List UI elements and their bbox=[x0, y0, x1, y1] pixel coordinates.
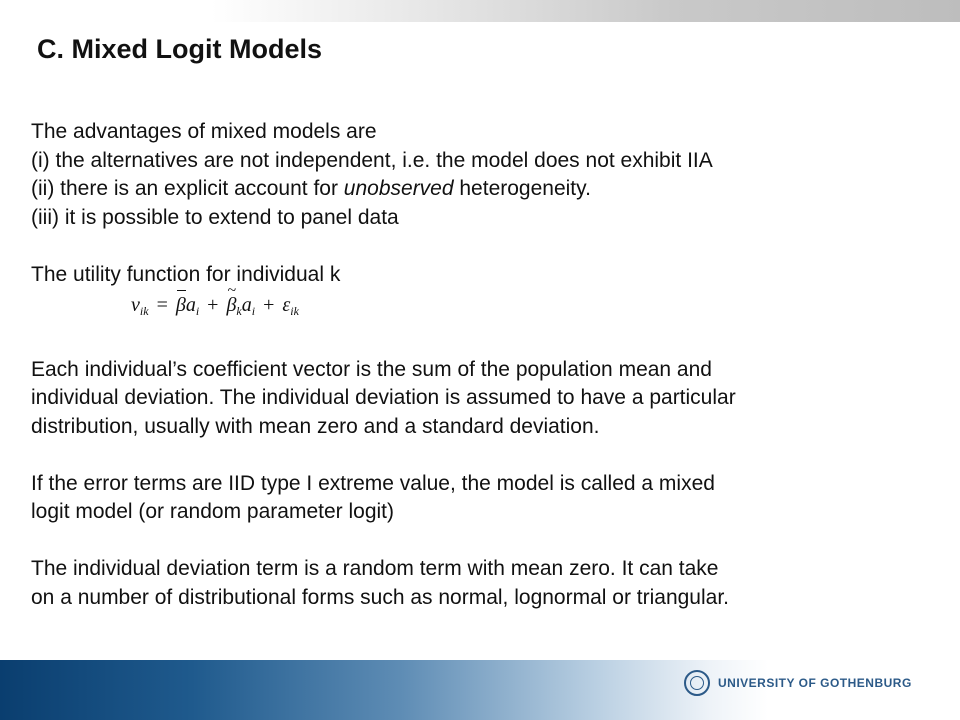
coefficient-line-3: distribution, usually with mean zero and a standard deviation. bbox=[31, 414, 600, 438]
formula-equals: = bbox=[156, 294, 168, 316]
top-decorative-band bbox=[0, 0, 960, 22]
university-logo bbox=[684, 670, 912, 696]
formula-a1-sub: i bbox=[195, 304, 200, 318]
formula-v-sub: ik bbox=[139, 304, 149, 318]
advantage-ii-emphasis: unobserved bbox=[343, 177, 454, 200]
formula-plus-1: + bbox=[207, 294, 219, 316]
error-terms-line-2: logit model (or random parameter logit) bbox=[31, 500, 394, 523]
advantage-ii-after: heterogeneity. bbox=[453, 177, 591, 200]
error-terms-line-1: If the error terms are IID type I extreme value, the model is called a mixed bbox=[31, 471, 715, 495]
university-name: UNIVERSITY OF GOTHENBURG bbox=[718, 676, 912, 690]
advantage-i: (i) the alternatives are not independent, i.e. the model does not exhibit IIA bbox=[31, 148, 713, 172]
paragraph-gap bbox=[31, 527, 946, 556]
paragraph-gap bbox=[31, 232, 946, 261]
paragraph-gap bbox=[31, 441, 946, 470]
slide-body bbox=[31, 118, 946, 612]
formula-epsilon-sub: ik bbox=[290, 304, 299, 318]
utility-formula-row bbox=[31, 289, 946, 327]
utility-intro: The utility function for individual k bbox=[31, 262, 341, 286]
advantages-intro: The advantages of mixed models are bbox=[31, 120, 377, 143]
formula-plus-2: + bbox=[263, 294, 275, 316]
formula-a2: a bbox=[241, 294, 252, 316]
advantage-ii-before: (ii) there is an explicit account for bbox=[31, 177, 344, 200]
advantage-ii bbox=[31, 175, 946, 204]
formula-beta-bar: β bbox=[176, 291, 186, 320]
coefficient-line-1: Each individual’s coefficient vector is the sum of the population mean and bbox=[31, 357, 712, 381]
university-seal-icon bbox=[684, 670, 710, 696]
coefficient-line-2: individual deviation. The individual deviation is assumed to have a particular bbox=[31, 386, 736, 409]
advantage-iii: (iii) it is possible to extend to panel data bbox=[31, 205, 399, 229]
paragraph-gap bbox=[31, 327, 946, 356]
formula-a2-sub: i bbox=[251, 304, 256, 318]
deviation-line-2: on a number of distributional forms such as normal, lognormal or triangular. bbox=[31, 585, 730, 609]
formula-v: v bbox=[131, 294, 140, 316]
formula-beta-tilde: ~ β bbox=[226, 291, 236, 320]
formula-a1: a bbox=[185, 294, 196, 316]
slide-title: C. Mixed Logit Models bbox=[37, 34, 323, 64]
formula-beta-tilde-sub: k bbox=[236, 304, 242, 318]
utility-formula bbox=[131, 291, 299, 326]
formula-epsilon: ε bbox=[282, 294, 291, 316]
deviation-line-1: The individual deviation term is a random term with mean zero. It can take bbox=[31, 557, 719, 580]
